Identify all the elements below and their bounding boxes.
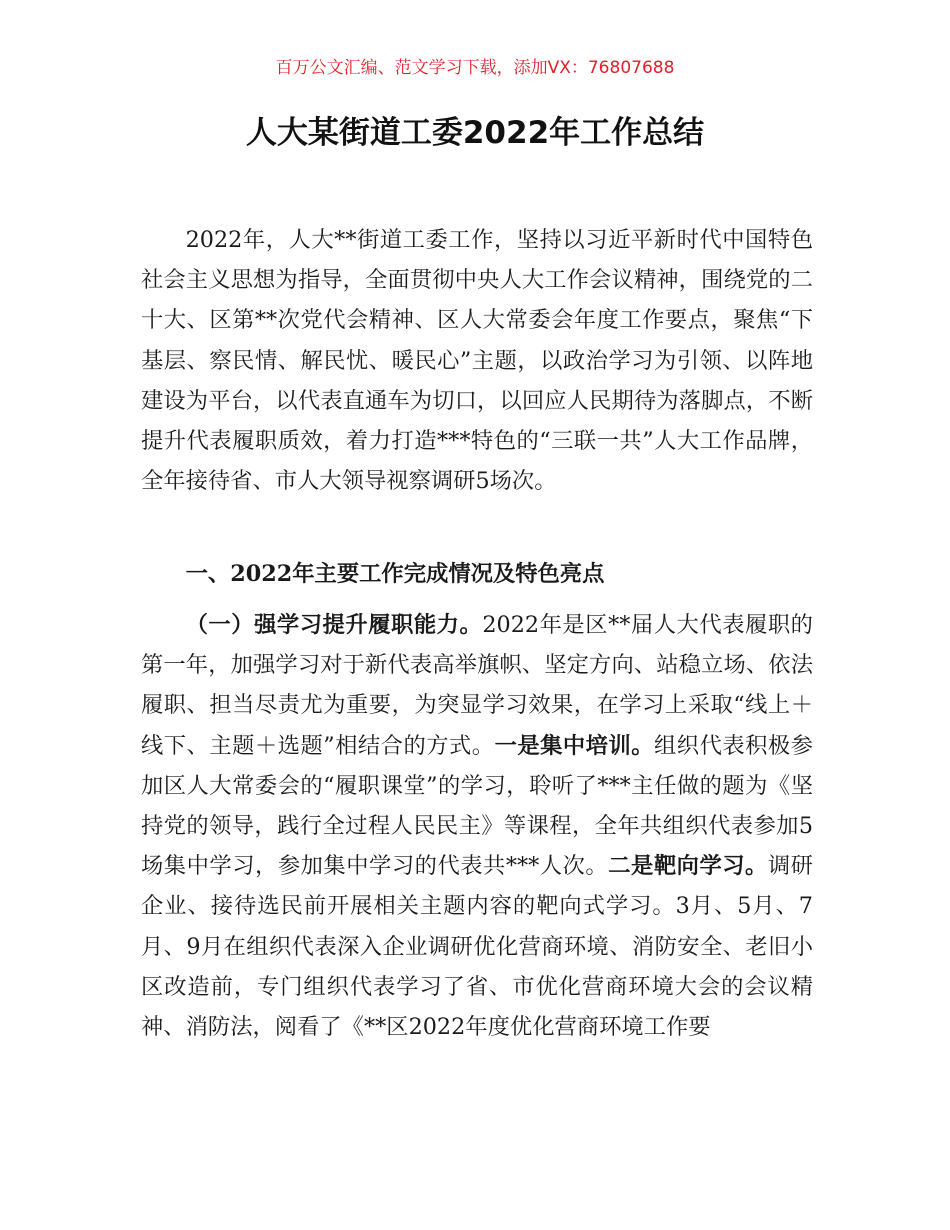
watermark-banner: 百万公文汇编、范文学习下载，添加VX：76807688 <box>275 58 675 78</box>
point-heading: 一是集中培训。 <box>494 732 655 759</box>
paragraph-text: 组织代表积极参加区人大常委会的“履职课堂”的学习，聆听了***主任做的题为《坚持党的领导，践行全过程人民民主》等课程，全年共组织代表参加5场集中学习，参加集中学习的代表共***人次。 <box>141 732 813 880</box>
paragraph-text: 2022年是区**届人大代表履职的第一年，加强学习对于新代表高举旗帜、坚定方向、站稳立场、依法履职、担当尽责尤为重要，为突显学习效果，在学习上采取“线上＋线下、主题＋选题”相结合的方式。 <box>141 612 813 759</box>
point-heading: 二是靶向学习。 <box>608 853 768 880</box>
paragraph-text: 调研企业、接待选民前开展相关主题内容的靶向式学习。3月、5月、7月、9月在组织代表深入企业调研优化营商环境、消防安全、老旧小区改造前，专门组织代表学习了省、市优化营商环境大会的会议精神、消防法，阅看了《**区2022年度优化营商环境工作要 <box>141 853 813 1041</box>
section-heading: 一、2022年主要工作完成情况及特色亮点 <box>185 561 605 587</box>
document-title: 人大某街道工委2022年工作总结 <box>245 115 705 151</box>
subsection-paragraph <box>141 605 813 1047</box>
intro-paragraph: 2022年，人大**街道工委工作，坚持以习近平新时代中国特色社会主义思想为指导，全面贯彻中央人大工作会议精神，围绕党的二十大、区第**次党代会精神、区人大常委会年度工作要点，聚焦“下基层、察民情、解民忧、暖民心”主题，以政治学习为引领、以阵地建设为平台，以代表直通车为切口，以回应人民期待为落脚点，不断提升代表履职质效，着力打造***特色的“三联一共”人大工作品牌，全年接待省、市人大领导视察调研5场次。 <box>141 227 813 495</box>
subsection-lead: （一）强学习提升履职能力。 <box>185 612 483 638</box>
